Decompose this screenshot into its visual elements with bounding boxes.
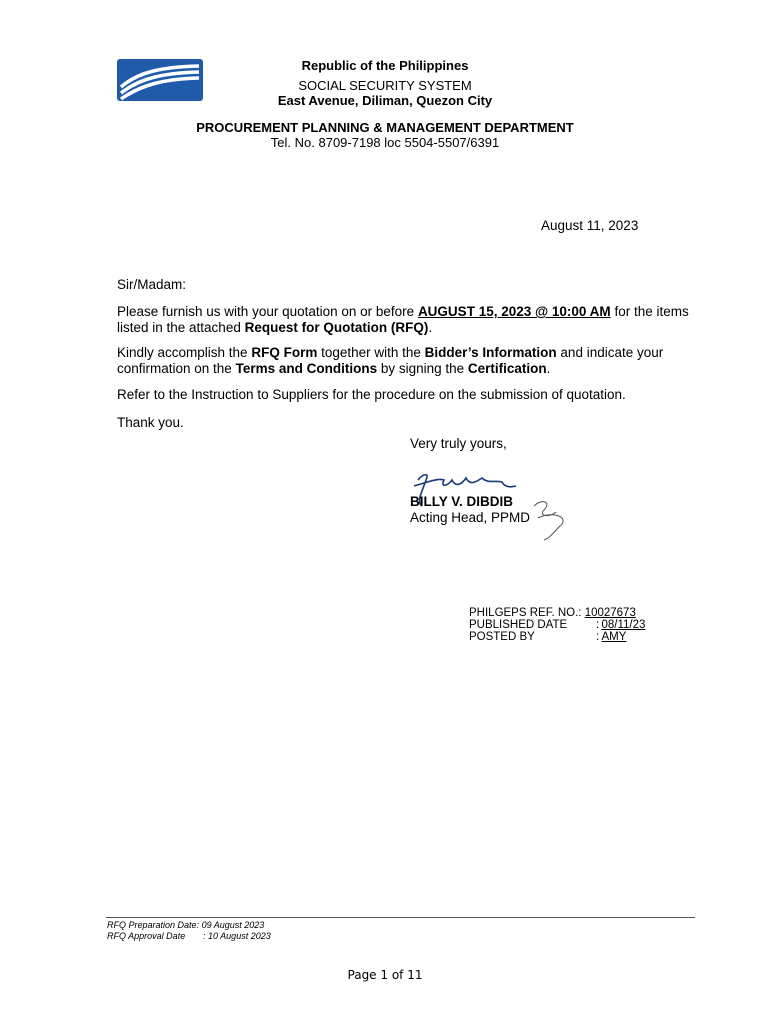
agency-name: SOCIAL SECURITY SYSTEM bbox=[298, 78, 472, 93]
salutation: Sir/Madam: bbox=[117, 277, 187, 292]
prep-date-value: 09 August 2023 bbox=[201, 920, 265, 930]
paragraph-instructions bbox=[117, 345, 707, 377]
bidder-information: Bidder’s Information bbox=[424, 345, 557, 360]
paragraph-quotation bbox=[117, 304, 707, 336]
posted-by-row: POSTED BY : AMY bbox=[469, 631, 627, 643]
p1-end: . bbox=[428, 320, 433, 335]
rfq-preparation-date bbox=[107, 920, 264, 931]
p2-text-a: Kindly accomplish the bbox=[117, 345, 252, 360]
signatory-title: Acting Head, PPMD bbox=[410, 510, 531, 525]
rfq-approval-date bbox=[107, 931, 271, 942]
prep-date-label: RFQ Preparation Date: bbox=[107, 920, 200, 930]
rfq-form: RFQ Form bbox=[251, 345, 318, 360]
footer-divider bbox=[106, 917, 695, 918]
rfq-reference: Request for Quotation (RFQ) bbox=[244, 320, 429, 335]
published-date-row: PUBLISHED DATE : 08/11/23 bbox=[469, 619, 646, 631]
approval-date-value: : 10 August 2023 bbox=[203, 931, 271, 941]
department-name: PROCUREMENT PLANNING & MANAGEMENT DEPARTMENT bbox=[196, 120, 574, 135]
approval-date-label: RFQ Approval Date bbox=[107, 931, 186, 941]
philgeps-ref-value: 10027673 bbox=[584, 607, 636, 619]
deadline: AUGUST 15, 2023 @ 10:00 AM bbox=[417, 304, 611, 319]
posted-by-label: POSTED BY bbox=[469, 631, 535, 643]
p2-text-c: and indicate your confirmation on the bbox=[117, 345, 664, 376]
signatory-name: BILLY V. DIBDIB bbox=[410, 494, 514, 509]
p1-text-a: Please furnish us with your quotation on or before bbox=[117, 304, 418, 319]
thank-you: Thank you. bbox=[117, 415, 184, 430]
letter-date: August 11, 2023 bbox=[541, 218, 639, 233]
republic-heading: Republic of the Philippines bbox=[301, 58, 469, 73]
philgeps-ref-row bbox=[469, 607, 636, 619]
p2-end: . bbox=[546, 361, 551, 376]
posted-by-value: AMY bbox=[601, 631, 627, 643]
paragraph-refer: Refer to the Instruction to Suppliers for the procedure on the submission of quotation. bbox=[117, 387, 626, 402]
published-date-label: PUBLISHED DATE bbox=[469, 619, 568, 631]
department-tel: Tel. No. 8709-7198 loc 5504-5507/6391 bbox=[270, 135, 500, 150]
agency-address: East Avenue, Diliman, Quezon City bbox=[277, 93, 493, 108]
p2-text-d: by signing the bbox=[377, 361, 468, 376]
certification: Certification bbox=[467, 361, 547, 376]
p1-text-b: for the items listed in the attached bbox=[117, 304, 689, 335]
philgeps-ref-label: PHILGEPS REF. NO.: bbox=[469, 607, 582, 619]
published-date-value: 08/11/23 bbox=[601, 619, 646, 631]
p2-text-b: together with the bbox=[317, 345, 425, 360]
page-number: Page 1 of 11 bbox=[347, 968, 423, 982]
closing: Very truly yours, bbox=[410, 436, 507, 451]
terms-and-conditions: Terms and Conditions bbox=[235, 361, 378, 376]
